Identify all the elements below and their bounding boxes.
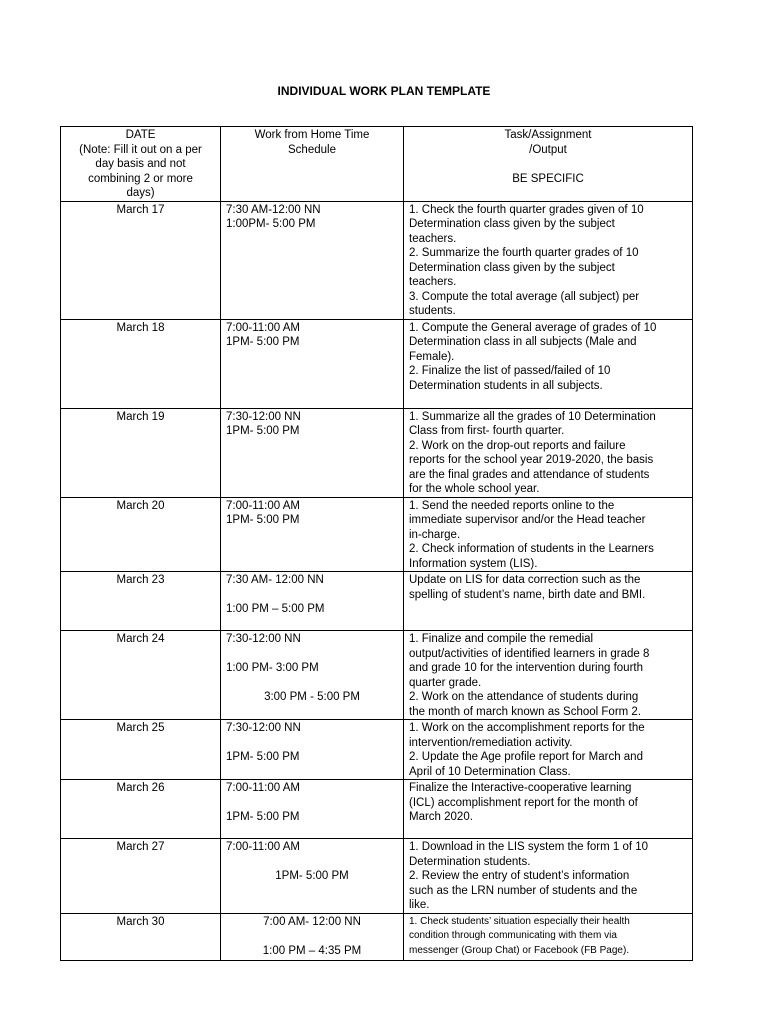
task-line: 1. Download in the LIS system the form 1 of 10 xyxy=(409,841,649,853)
schedule-line: 7:00-11:00 AM xyxy=(226,499,300,512)
table-row xyxy=(61,408,693,497)
task-line: (ICL) accomplishment report for the month of xyxy=(409,796,638,809)
task-line: immediate supervisor and/or the Head teacher xyxy=(409,514,646,526)
schedule-line xyxy=(226,929,398,944)
schedule-line: 3:00 PM - 5:00 PM xyxy=(264,691,360,703)
task-line: such as the LRN number of students and the xyxy=(409,884,638,897)
date-cell: March 30 xyxy=(61,913,221,960)
schedule-cell xyxy=(221,631,404,720)
task-line: the month of march known as School Form 2. xyxy=(409,705,642,718)
task-cell xyxy=(404,913,693,960)
schedule-cell xyxy=(221,839,404,914)
date-cell: March 24 xyxy=(61,631,221,720)
table-row xyxy=(61,631,693,720)
schedule-line: 7:00 AM- 12:00 NN xyxy=(263,915,361,928)
schedule-line: 1PM- 5:00 PM xyxy=(275,870,349,882)
task-line: 2. Check information of students in the Learners xyxy=(409,543,654,555)
header-date-line: combining 2 or more xyxy=(88,172,193,185)
header-task xyxy=(404,127,693,202)
task-line: in-charge. xyxy=(409,528,461,541)
task-line: April of 10 Determination Class. xyxy=(409,765,571,778)
header-schedule-line: Work from Home Time xyxy=(254,129,370,141)
date-cell: March 27 xyxy=(61,839,221,914)
schedule-line: 7:00-11:00 AM xyxy=(226,782,300,794)
date-cell: March 18 xyxy=(61,319,221,408)
date-cell: March 25 xyxy=(61,720,221,780)
task-line: 2. Work on the attendance of students during xyxy=(409,691,639,703)
task-line: spelling of student’s name, birth date and BMI. xyxy=(409,588,646,601)
header-date-line: (Note: Fill it out on a per xyxy=(79,143,202,156)
schedule-line: 7:30-12:00 NN xyxy=(226,722,301,734)
header-task-line: /Output xyxy=(529,143,567,156)
task-line: output/activities of identified learners in grade 8 xyxy=(409,647,650,660)
date-cell: March 23 xyxy=(61,572,221,631)
task-cell xyxy=(404,201,693,319)
header-task-line: Task/Assignment xyxy=(504,129,592,141)
table-row xyxy=(61,913,693,960)
task-line: Determination class in all subjects (Male and xyxy=(409,336,637,348)
task-line: Finalize the Interactive-cooperative learning xyxy=(409,782,632,794)
task-line: 2. Finalize the list of passed/failed of 10 xyxy=(409,365,611,377)
task-line: are the final grades and attendance of students xyxy=(409,468,650,481)
table-header-row xyxy=(61,127,693,202)
task-line: 1. Check the fourth quarter grades given of 10 xyxy=(409,203,644,216)
task-cell xyxy=(404,497,693,572)
task-line: 1. Check students’ situation especially their health xyxy=(409,915,630,927)
table-row xyxy=(61,201,693,319)
task-line: March 2020. xyxy=(409,811,473,823)
task-line: for the whole school year. xyxy=(409,483,540,495)
header-schedule xyxy=(221,127,404,202)
table-row xyxy=(61,839,693,914)
schedule-line xyxy=(226,796,398,811)
schedule-line: 1PM- 5:00 PM xyxy=(226,425,300,437)
task-line: Female). xyxy=(409,350,455,363)
table-row xyxy=(61,497,693,572)
schedule-cell xyxy=(221,497,404,572)
table-row xyxy=(61,319,693,408)
schedule-line xyxy=(226,855,398,870)
schedule-line: 7:30-12:00 NN xyxy=(226,410,301,423)
work-plan-table xyxy=(60,126,693,961)
task-cell xyxy=(404,631,693,720)
task-line: 2. Summarize the fourth quarter grades of 10 xyxy=(409,247,639,259)
schedule-cell xyxy=(221,572,404,631)
schedule-line xyxy=(226,676,398,691)
task-line: 2. Update the Age profile report for March and xyxy=(409,751,643,763)
task-line: 1. Work on the accomplishment reports for the xyxy=(409,722,645,734)
schedule-line: 7:00-11:00 AM xyxy=(226,841,300,853)
header-date xyxy=(61,127,221,202)
schedule-line: 1PM- 5:00 PM xyxy=(226,811,300,823)
schedule-line: 7:30 AM-12:00 NN xyxy=(226,203,321,216)
task-line: students. xyxy=(409,305,456,317)
schedule-cell xyxy=(221,780,404,839)
task-line: Determination class given by the subject xyxy=(409,218,615,230)
schedule-line: 1PM- 5:00 PM xyxy=(226,336,300,348)
task-line: Update on LIS for data correction such as the xyxy=(409,574,641,586)
task-line: and grade 10 for the intervention during fourth xyxy=(409,662,643,674)
date-cell: March 17 xyxy=(61,201,221,319)
task-cell xyxy=(404,572,693,631)
task-line: Determination students. xyxy=(409,855,531,868)
date-cell: March 26 xyxy=(61,780,221,839)
task-line: 1. Finalize and compile the remedial xyxy=(409,633,594,645)
task-line: Class from first- fourth quarter. xyxy=(409,425,565,437)
header-date-line: days) xyxy=(126,187,155,199)
task-line: quarter grade. xyxy=(409,676,482,689)
header-date-line: day basis and not xyxy=(95,158,186,170)
schedule-line: 1:00 PM- 3:00 PM xyxy=(226,662,319,674)
task-line: like. xyxy=(409,899,430,911)
task-cell xyxy=(404,408,693,497)
task-line: intervention/remediation activity. xyxy=(409,736,573,749)
task-line: teachers. xyxy=(409,276,457,288)
schedule-line: 1PM- 5:00 PM xyxy=(226,751,300,763)
task-line: teachers. xyxy=(409,232,457,245)
schedule-cell xyxy=(221,201,404,319)
schedule-line: 7:30-12:00 NN xyxy=(226,633,301,645)
table-row xyxy=(61,780,693,839)
table-row xyxy=(61,720,693,780)
table-row xyxy=(61,572,693,631)
date-cell: March 19 xyxy=(61,408,221,497)
task-line: Information system (LIS). xyxy=(409,557,538,570)
task-cell xyxy=(404,780,693,839)
task-line: messenger (Group Chat) or Facebook (FB Page). xyxy=(409,944,630,956)
task-cell xyxy=(404,319,693,408)
schedule-line: 1:00 PM – 4:35 PM xyxy=(262,944,362,957)
schedule-line: 1PM- 5:00 PM xyxy=(226,514,300,526)
schedule-line: 7:00-11:00 AM xyxy=(226,321,300,334)
header-date-line: DATE xyxy=(125,129,156,141)
date-cell: March 20 xyxy=(61,497,221,572)
header-task-line xyxy=(409,157,687,172)
schedule-line: 7:30 AM- 12:00 NN xyxy=(226,574,324,586)
task-line: Determination students in all subjects. xyxy=(409,379,603,392)
task-line: 1. Compute the General average of grades of 10 xyxy=(409,321,657,334)
task-line: 3. Compute the total average (all subject) per xyxy=(409,290,640,303)
schedule-cell xyxy=(221,408,404,497)
task-line: 2. Work on the drop-out reports and failure xyxy=(409,439,626,452)
header-task-line: BE SPECIFIC xyxy=(512,172,584,185)
task-cell xyxy=(404,839,693,914)
header-schedule-line: Schedule xyxy=(288,143,336,156)
schedule-cell xyxy=(221,720,404,780)
schedule-line xyxy=(226,736,398,751)
schedule-line xyxy=(226,647,398,662)
schedule-line: 1:00PM- 5:00 PM xyxy=(226,218,316,230)
page-title: INDIVIDUAL WORK PLAN TEMPLATE xyxy=(277,84,491,98)
task-line: reports for the school year 2019-2020, the basis xyxy=(409,454,654,466)
task-cell xyxy=(404,720,693,780)
task-line: 2. Review the entry of student’s information xyxy=(409,870,630,882)
task-line: Determination class given by the subject xyxy=(409,261,615,274)
schedule-cell xyxy=(221,913,404,960)
schedule-line xyxy=(226,588,398,603)
schedule-line: 1:00 PM – 5:00 PM xyxy=(226,603,325,615)
schedule-cell xyxy=(221,319,404,408)
task-line: condition through communicating with them via xyxy=(409,930,617,941)
task-line: 1. Send the needed reports online to the xyxy=(409,499,615,512)
task-line: 1. Summarize all the grades of 10 Determination xyxy=(409,410,656,423)
